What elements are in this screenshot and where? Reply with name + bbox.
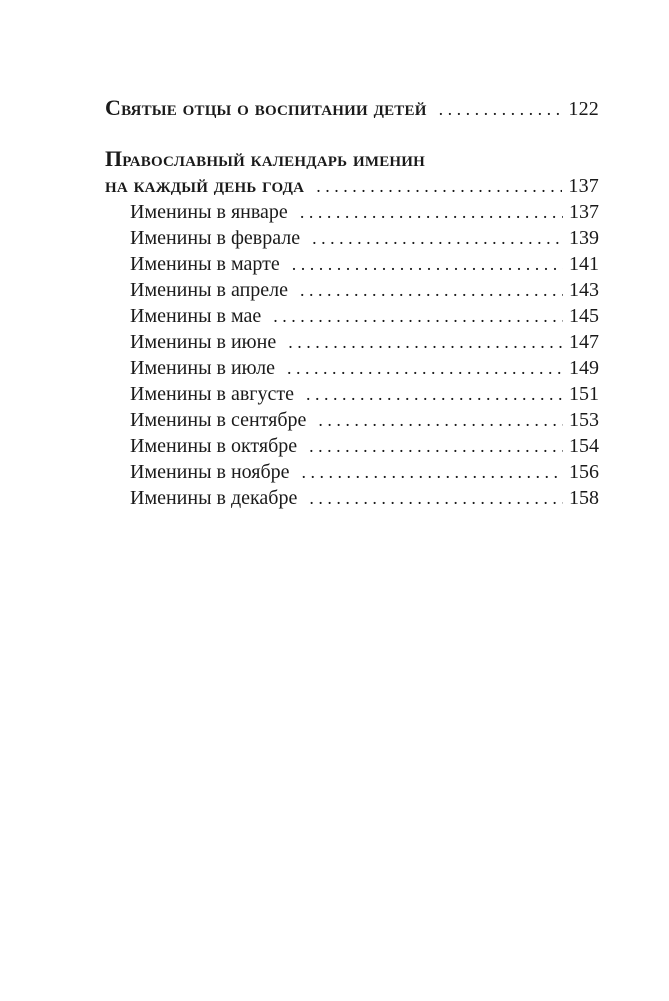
toc-subentry-title: Именины в ноябре — [130, 461, 290, 483]
toc-subentry — [105, 277, 599, 303]
dot-leader — [316, 173, 562, 199]
toc-subentry — [105, 381, 599, 407]
dot-leader — [292, 251, 563, 277]
toc-entry-title: Православный календарь именин — [105, 146, 426, 171]
toc-subentry-page: 147 — [569, 331, 599, 353]
toc-subentry-title: Именины в декабре — [130, 487, 298, 509]
toc-subentry-title: Именины в марте — [130, 253, 280, 275]
toc-subentry-title: Именины в июне — [130, 331, 277, 353]
toc-subentry — [105, 199, 599, 225]
dot-leader — [300, 199, 563, 225]
toc-entry-title: Святые отцы о воспитании детей — [105, 95, 427, 120]
toc-subentry-page: 137 — [569, 201, 599, 223]
dot-leader — [306, 381, 563, 407]
toc-subentry-page: 149 — [569, 357, 599, 379]
dot-leader — [300, 277, 563, 303]
toc-subentry-page: 141 — [569, 253, 599, 275]
dot-leader — [309, 485, 563, 511]
toc-subentry-title: Именины в январе — [130, 201, 288, 223]
toc-subentry — [105, 459, 599, 485]
toc-subentry-page: 154 — [569, 435, 599, 457]
dot-leader — [309, 433, 563, 459]
dot-leader — [318, 407, 563, 433]
toc-subentry-title: Именины в феврале — [130, 227, 301, 249]
toc-subentry-title: Именины в октябре — [130, 435, 298, 457]
dot-leader — [439, 96, 563, 122]
toc-entry — [105, 95, 599, 122]
dot-leader — [312, 225, 563, 251]
toc-subentry — [105, 225, 599, 251]
toc-subentry-page: 139 — [569, 227, 599, 249]
dot-leader — [287, 355, 563, 381]
table-of-contents — [105, 95, 599, 533]
toc-subentry-page: 158 — [569, 487, 599, 509]
toc-subentry — [105, 303, 599, 329]
toc-subentry-page: 143 — [569, 279, 599, 301]
toc-subentry-title: Именины в апреле — [130, 279, 289, 301]
dot-leader — [273, 303, 563, 329]
toc-section-calendar — [105, 146, 599, 511]
toc-subentry — [105, 355, 599, 381]
dot-leader — [302, 459, 563, 485]
toc-subentry — [105, 433, 599, 459]
toc-subentry-page: 156 — [569, 461, 599, 483]
toc-subentry — [105, 329, 599, 355]
toc-subentry-page: 151 — [569, 383, 599, 405]
toc-section-fathers — [105, 95, 599, 122]
toc-subentry — [105, 251, 599, 277]
toc-subentry — [105, 485, 599, 511]
toc-subentry-title: Именины в сентябре — [130, 409, 307, 431]
toc-entry-page: 122 — [568, 98, 599, 120]
toc-subentry-title: Именины в июле — [130, 357, 275, 379]
toc-subentry-page: 153 — [569, 409, 599, 431]
toc-entry — [105, 146, 599, 199]
toc-subentry-title: Именины в августе — [130, 383, 294, 405]
toc-subentry-title: Именины в мае — [130, 305, 262, 327]
toc-subentry — [105, 407, 599, 433]
toc-entry-page: 137 — [568, 175, 599, 197]
toc-subentry-page: 145 — [569, 305, 599, 327]
dot-leader — [288, 329, 563, 355]
toc-entry-title-continued: на каждый день года — [105, 172, 305, 197]
